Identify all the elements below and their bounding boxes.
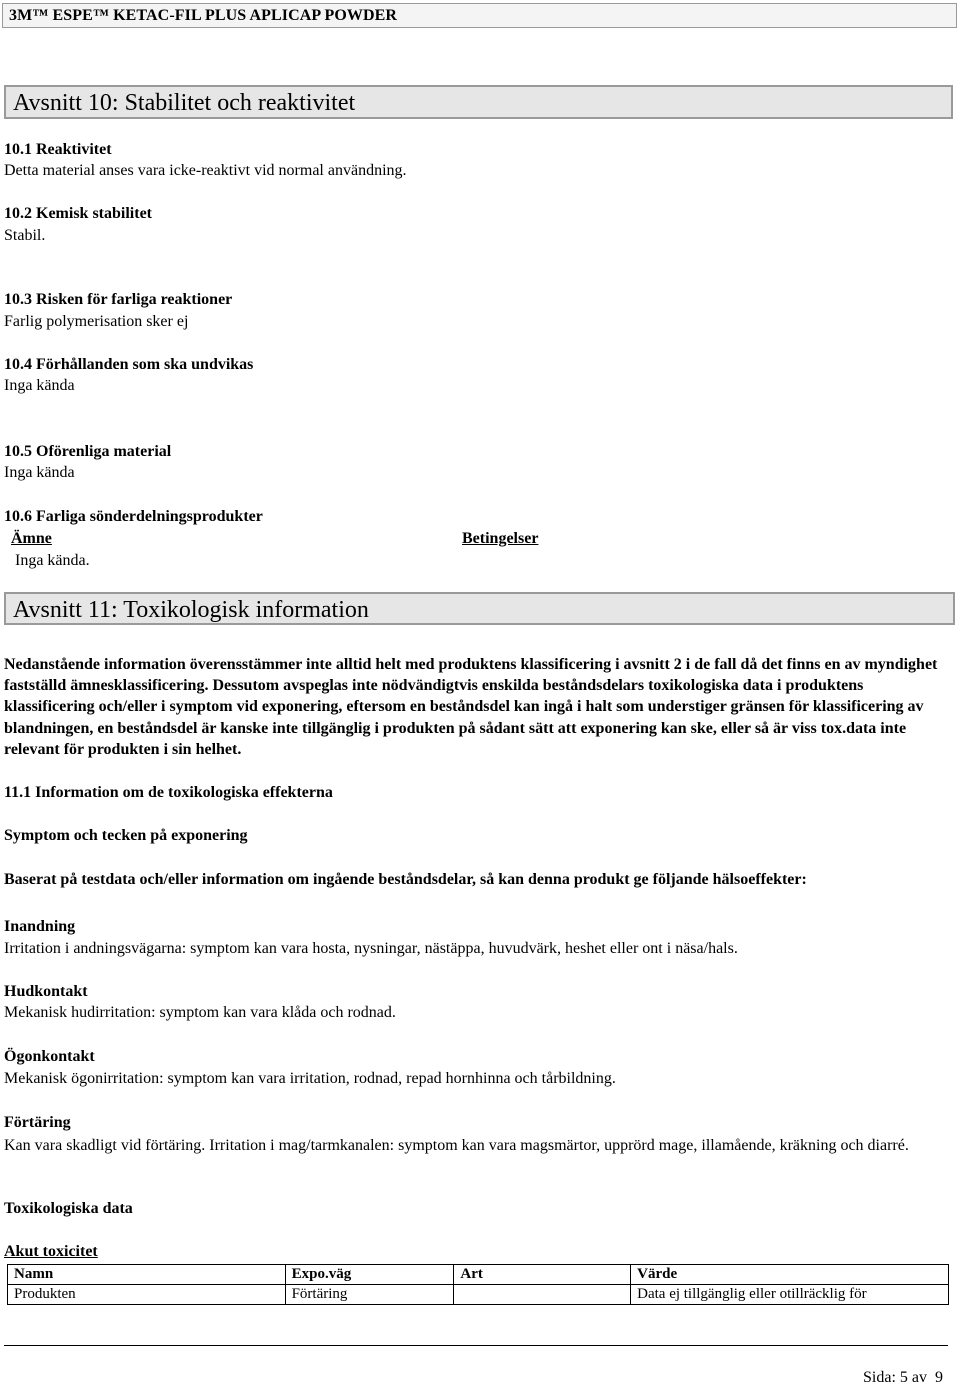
section-10-heading-box <box>4 85 953 119</box>
column-header-conditions: Betingelser <box>462 530 539 547</box>
subsection-10-5-title: 10.5 Oförenliga material <box>4 443 172 460</box>
subsection-10-2-text: Stabil. <box>4 227 46 244</box>
section-10-heading: Avsnitt 10: Stabilitet och reaktivitet <box>13 90 356 116</box>
table-header-cell: Art <box>454 1265 631 1285</box>
health-effects-statement: Baserat på testdata och/eller information om ingående beståndsdelar, så kan denna produkt ge följande hälsoeffekter: <box>4 871 807 888</box>
ingestion-title: Förtäring <box>4 1114 71 1131</box>
section-11-intro: Nedanstående information överensstämmer inte alltid helt med produktens klassificering i avsnitt 2 i de fall då det finns en av myndighet fastställd ämnesklassificering. Dessutom avspeglas inte nödvändigtvis enskilda beståndsdelars toxikologiska data i produktens klassificering och/eller i symptom vid exponering, eftersom en beståndsdel kan ingå i halt som understiger gränsen för klassificering av blandningen, en beståndsdel är kanske inte tillgänglig i produkten på sådant sätt att exponering kan ske, eller så är viss tox.data inte relevant för produkten i sin helhet. <box>4 656 938 758</box>
section-11-heading-box <box>4 592 955 625</box>
subsection-11-1-title: 11.1 Information om de toxikologiska effekterna <box>4 784 333 801</box>
section-11-heading: Avsnitt 11: Toxikologisk information <box>13 597 369 623</box>
eye-contact-text: Mekanisk ögonirritation: symptom kan vara irritation, rodnad, repad hornhinna och tårbildning. <box>4 1070 616 1087</box>
subsection-10-4-text: Inga kända <box>4 377 75 394</box>
skin-contact-text: Mekanisk hudirritation: symptom kan vara klåda och rodnad. <box>4 1004 396 1021</box>
inhalation-title: Inandning <box>4 918 76 935</box>
eye-contact-title: Ögonkontakt <box>4 1048 95 1065</box>
symptoms-title: Symptom och tecken på exponering <box>4 827 248 844</box>
table-row <box>8 1285 949 1305</box>
acute-toxicity-title: Akut toxicitet <box>4 1243 98 1260</box>
subsection-10-6-title: 10.6 Farliga sönderdelningsprodukter <box>4 508 263 525</box>
skin-contact-title: Hudkontakt <box>4 983 88 1000</box>
subsection-10-3-title: 10.3 Risken för farliga reaktioner <box>4 291 233 308</box>
product-title: 3M™ ESPE™ KETAC-FIL PLUS APLICAP POWDER <box>9 7 398 24</box>
footer-divider <box>4 1345 948 1346</box>
table-cell: Förtäring <box>285 1285 454 1305</box>
table-header-cell: Namn <box>8 1265 286 1285</box>
subsection-10-2-title: 10.2 Kemisk stabilitet <box>4 205 152 222</box>
page-number: Sida: 5 av 9 <box>863 1369 943 1386</box>
subsection-10-4-title: 10.4 Förhållanden som ska undvikas <box>4 356 254 373</box>
inhalation-text: Irritation i andningsvägarna: symptom kan vara hosta, nysningar, nästäppa, huvudvärk, heshet eller ont i näsa/hals. <box>4 940 738 957</box>
subsection-10-6-text: Inga kända. <box>15 552 90 569</box>
table-cell <box>454 1285 631 1305</box>
table-header-row <box>8 1265 949 1285</box>
document-header <box>2 3 957 28</box>
table-header-cell: Expo.väg <box>285 1265 454 1285</box>
toxicological-data-title: Toxikologiska data <box>4 1200 133 1217</box>
ingestion-text: Kan vara skadligt vid förtäring. Irritation i mag/tarmkanalen: symptom kan vara magsmärtor, upprörd mage, illamående, kräkning och diarré. <box>4 1137 909 1154</box>
table-header-cell: Värde <box>631 1265 949 1285</box>
table-cell: Data ej tillgänglig eller otillräcklig för <box>631 1285 949 1305</box>
acute-toxicity-table <box>7 1264 949 1305</box>
subsection-10-3-text: Farlig polymerisation sker ej <box>4 313 189 330</box>
subsection-10-1-text: Detta material anses vara icke-reaktivt vid normal användning. <box>4 162 407 179</box>
subsection-10-1-title: 10.1 Reaktivitet <box>4 141 112 158</box>
subsection-10-5-text: Inga kända <box>4 464 75 481</box>
table-cell: Produkten <box>8 1285 286 1305</box>
column-header-substance: Ämne <box>11 530 52 547</box>
